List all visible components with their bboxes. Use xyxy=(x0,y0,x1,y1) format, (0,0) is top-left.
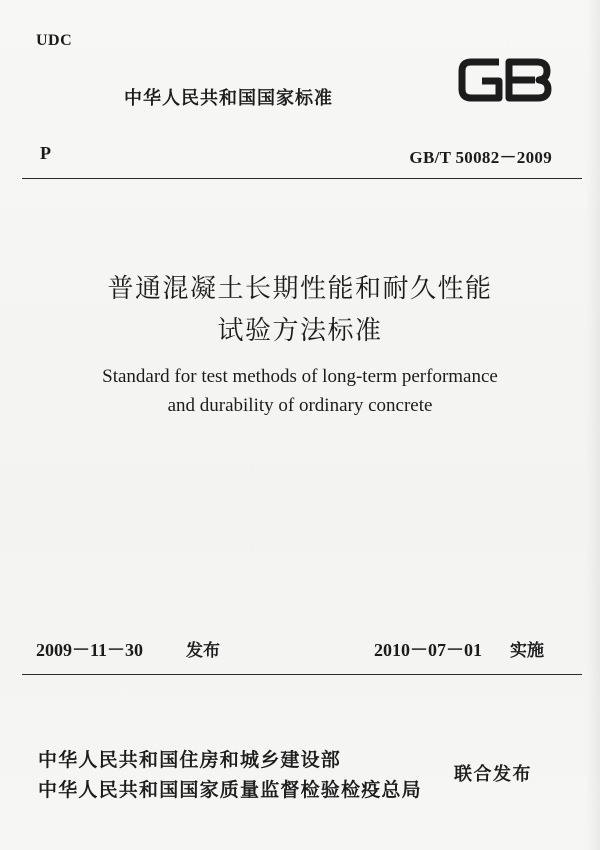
standard-number: GB/T 50082－2009 xyxy=(409,148,552,167)
issuer-ministry-housing: 中华人民共和国住房和城乡建设部 xyxy=(38,749,342,771)
title-chinese-line-1: 普通混凝土长期性能和耐久性能 xyxy=(107,274,493,304)
bottom-divider xyxy=(22,674,582,675)
title-chinese-line-2: 试验方法标准 xyxy=(217,316,383,346)
gb-logo xyxy=(455,52,555,108)
page-edge-shadow xyxy=(586,0,600,850)
implementation-label: 实施 xyxy=(510,641,544,661)
joint-issue-label: 联合发布 xyxy=(454,764,532,785)
issue-label: 发布 xyxy=(186,641,220,661)
implementation-date: 2010－07－01 xyxy=(374,640,482,660)
top-divider xyxy=(22,178,582,179)
classification-code: P xyxy=(40,143,51,163)
udc-label: UDC xyxy=(36,32,73,49)
issuer-aqsiq: 中华人民共和国国家质量监督检验检疫总局 xyxy=(38,779,422,801)
title-english-line-1: Standard for test methods of long-term performance xyxy=(102,366,498,387)
title-english-line-2: and durability of ordinary concrete xyxy=(167,395,433,416)
issue-date: 2009－11－30 xyxy=(36,640,144,660)
authority-title: 中华人民共和国国家标准 xyxy=(124,88,333,109)
